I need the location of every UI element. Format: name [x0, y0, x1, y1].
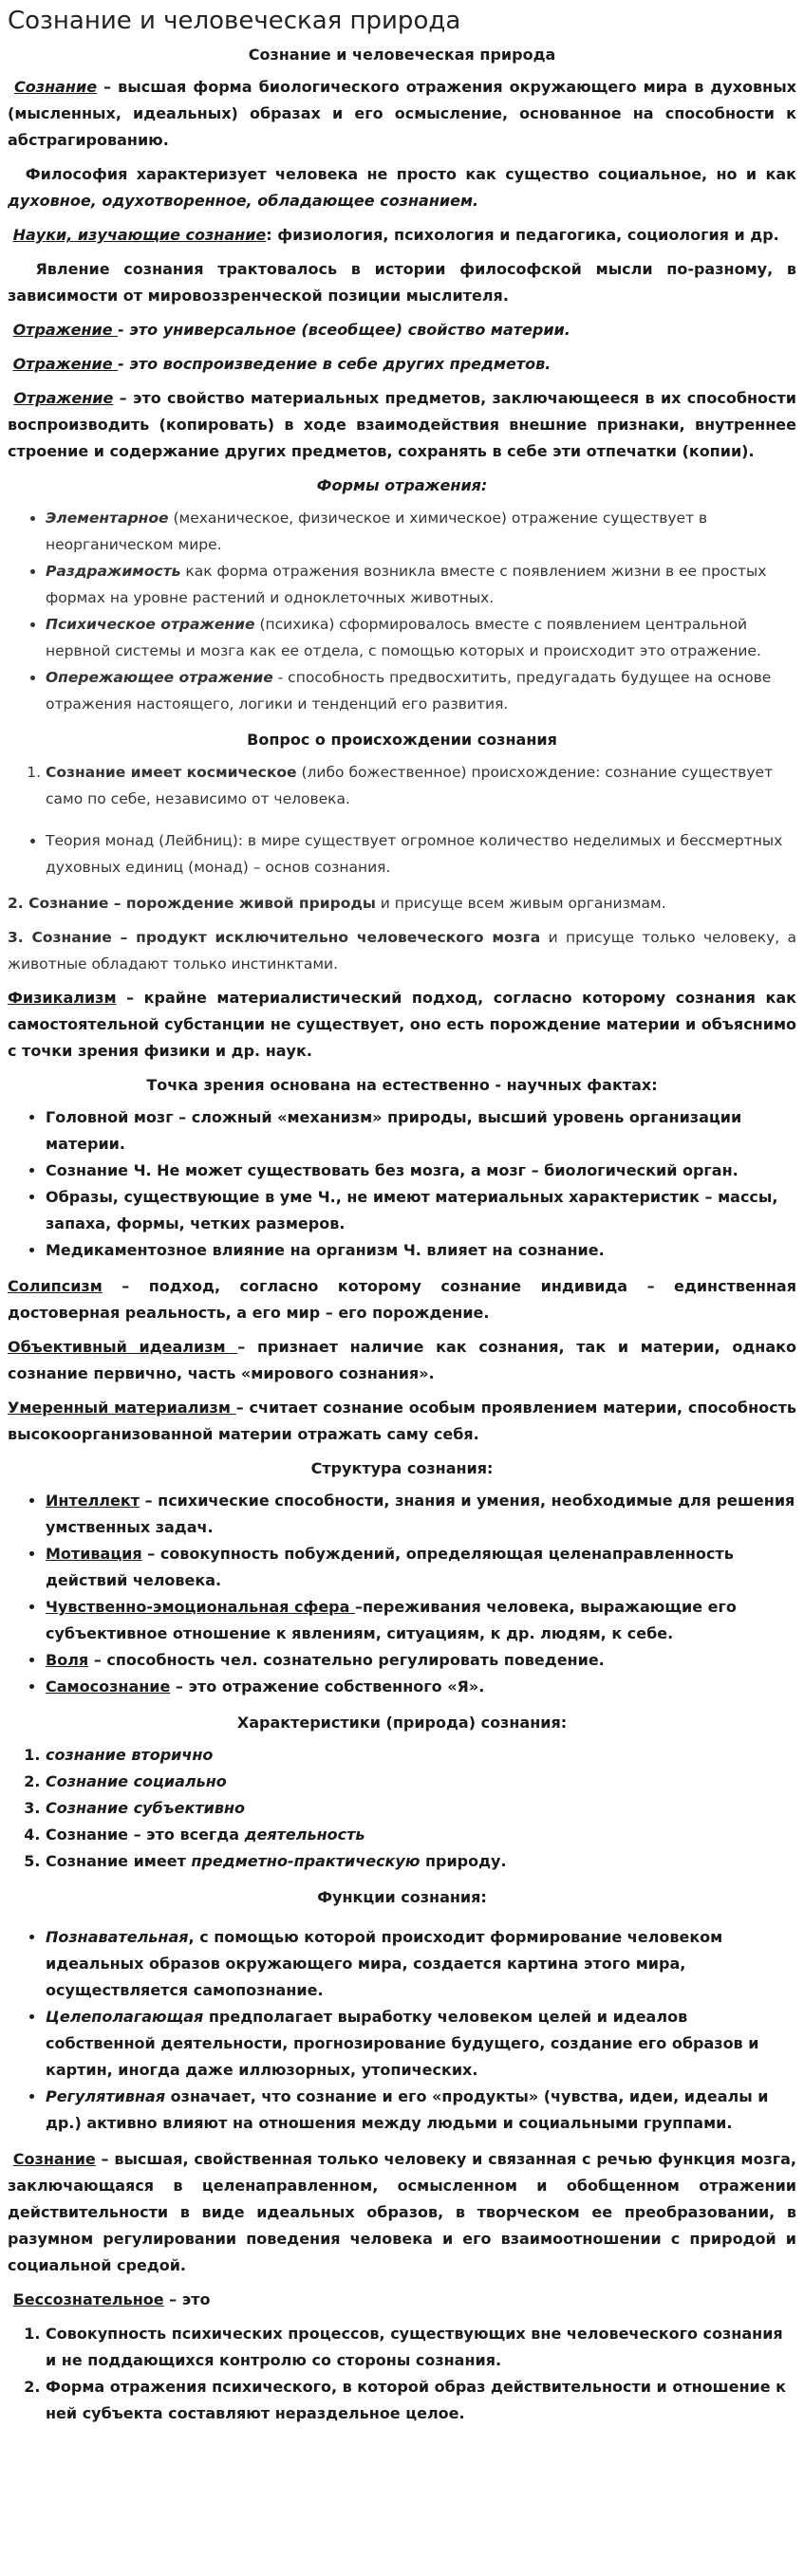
list-item	[46, 1769, 796, 1795]
philosophy-emphasis: духовное, одухотворенное, обладающее сознанием.	[8, 192, 479, 210]
physicalism-text: – крайне материалистический подход, согласно которому сознания как самостоятельной субстанции не существует, оно есть порождение материи и объяснимо с точки зрения физики и др. наук.	[8, 989, 797, 1060]
philosophy-text: Философия характеризует человека не просто как существо социальное, но и как	[25, 165, 796, 183]
final-def-text: – высшая, свойственная только человеку и связанная с речью функция мозга, заключающаяся в целенаправленном, осмысленном и обобщенном отражении действительности в виде идеальных образов, в творческом ее преобразовании, в разумном регулировании поведения человека и его взаимоотношении с природой и социальной средой.	[8, 2150, 796, 2274]
origin-3-term: 3. Сознание – продукт исключительно человеческого мозга	[8, 929, 541, 946]
origin-2-text: и присуще всем живым организмам.	[375, 895, 666, 912]
forms-heading: Формы отражения:	[316, 476, 488, 494]
char-emphasis: Сознание субъективно	[46, 1799, 246, 1817]
origin-3-text: и присуще только человеку, а животные обладают только инстинктами.	[8, 929, 797, 973]
list-item	[46, 664, 796, 717]
objective-idealism-paragraph	[8, 1334, 796, 1387]
structure-text: – способность чел. сознательно регулировать поведение.	[88, 1651, 605, 1669]
list-item	[46, 759, 796, 818]
list-item	[46, 2004, 796, 2084]
solipsism-paragraph	[8, 1273, 796, 1326]
term-consciousness-final: Сознание	[12, 2150, 96, 2168]
list-item: • Образы, существующие в уме Ч., не имеют материальных характеристик – массы, запаха, формы, четких размеров.	[46, 1184, 796, 1237]
form-text: как форма отражения возникла вместе с появлением жизни в ее простых формах на уровне растений и одноклеточных животных.	[46, 563, 767, 606]
final-def-paragraph	[8, 2146, 796, 2279]
structure-term: Чувственно-эмоциональная сфера	[46, 1598, 355, 1616]
list-item: 2. Форма отражения психического, в которой образ действительности и отношение к ней субъекта составляют нераздельное целое.	[46, 2374, 796, 2427]
form-term: Раздражимость	[46, 563, 181, 580]
structure-list	[8, 1488, 796, 1700]
leibniz-list	[8, 827, 796, 880]
structure-term: Интеллект	[46, 1492, 140, 1510]
list-item	[46, 1848, 796, 1875]
natural-facts-list	[8, 1104, 796, 1264]
list-item	[46, 1924, 796, 2004]
unconscious-paragraph	[8, 2287, 796, 2313]
origin-list	[8, 759, 796, 818]
list-item	[46, 558, 796, 611]
phenomenon-paragraph	[8, 256, 796, 309]
unconscious-text: – это	[163, 2290, 211, 2308]
list-item	[46, 1541, 796, 1594]
origin-term: Сознание имеет космическое	[46, 764, 297, 781]
list-item	[46, 1674, 796, 1700]
structure-term: Самосознание	[46, 1677, 171, 1696]
term-objective-idealism: Объективный идеализм	[8, 1338, 238, 1356]
char-emphasis: сознание вторично	[46, 1746, 214, 1764]
sciences-paragraph	[8, 222, 796, 249]
unconscious-list	[8, 2321, 796, 2427]
origin-2-term: 2. Сознание – порождение живой природы	[8, 895, 376, 912]
natural-heading: Точка зрения основана на естественно - научных фактах:	[146, 1076, 658, 1094]
functions-list	[8, 1924, 796, 2137]
function-term: Целеполагающая	[46, 2008, 204, 2026]
reflection-3	[8, 385, 796, 465]
list-item	[46, 1795, 796, 1822]
form-term: Опережающее отражение	[46, 669, 273, 686]
form-text: - способность предвосхитить, предугадать будущее на основе отражения настоящего, логики и тенденций его развития.	[46, 669, 772, 713]
sciences-text: : физиология, психология и педагогика, социология и др.	[266, 226, 779, 244]
structure-text: – психические способности, знания и умения, необходимые для решения умственных задач.	[46, 1492, 795, 1536]
philosophy-paragraph	[8, 161, 796, 214]
reflection-2-text: - это воспроизведение в себе других предметов.	[118, 355, 552, 373]
list-item: • Головной мозг – сложный «механизм» природы, высший уровень организации материи.	[46, 1104, 796, 1158]
char-tail: природу.	[420, 1852, 507, 1870]
term-reflection-3: Отражение	[13, 389, 114, 407]
list-item: • Медикаментозное влияние на организм Ч. влияет на сознание.	[46, 1237, 796, 1264]
list-item: • Теория монад (Лейбниц): в мире существует огромное количество неделимых и бессмертных духовных единиц (монад) – основ сознания.	[46, 827, 796, 880]
reflection-1-text: - это универсальное (всеобщее) свойство материи.	[118, 321, 570, 339]
form-term: Психическое отражение	[46, 616, 255, 633]
char-text: Сознание имеет	[46, 1852, 192, 1870]
term-sciences: Науки, изучающие сознание	[12, 226, 267, 244]
structure-text: –переживания человека, выражающие его субъективное отношение к явлениям, ситуациям, к др. людям, к себе.	[46, 1598, 737, 1642]
objective-idealism-text: – признает наличие как сознания, так и материи, однако сознание первично, часть «мирового сознания».	[8, 1338, 796, 1382]
origin-text: (либо божественное) происхождение: сознание существует само по себе, независимо от человека.	[46, 764, 774, 807]
phenomenon-text: Явление сознания трактовалось в истории философской мысли по-разному, в зависимости от мировоззренческой позиции мыслителя.	[8, 260, 797, 305]
term-solipsism: Солипсизм	[8, 1277, 103, 1295]
reflection-1	[8, 317, 796, 343]
form-text: (психика) сформировалось вместе с появлением центральной нервной системы и мозга как ее отдела, с помощью которых и происходит это отражение.	[46, 616, 761, 659]
characteristics-list	[8, 1742, 796, 1875]
def-consciousness	[8, 74, 796, 154]
origin-3	[8, 924, 796, 977]
function-text: , с помощью которой происходит формирование человеком идеальных образов окружающего мира, создается картина этого мира, осуществляется самопознание.	[46, 1928, 723, 1999]
moderate-materialism-text: – считает сознание особым проявлением материи, способность высокоорганизованной материи отражать саму себя.	[8, 1399, 796, 1443]
characteristics-heading: Характеристики (природа) сознания:	[236, 1714, 568, 1732]
forms-list	[8, 505, 796, 717]
function-term: Регулятивная	[46, 2087, 166, 2105]
reflection-2	[8, 351, 796, 378]
def-consciousness-text: – высшая форма биологического отражения окружающего мира в духовных (мысленных, идеальных) образах и его осмысление, основанное на способности к абстрагированию.	[8, 78, 796, 149]
form-term: Элементарное	[46, 510, 169, 527]
structure-text: – совокупность побуждений, определяющая целенаправленность действий человека.	[46, 1545, 734, 1589]
moderate-materialism-paragraph	[8, 1395, 796, 1448]
char-text: Сознание – это всегда	[46, 1825, 245, 1844]
structure-term: Мотивация	[46, 1545, 142, 1563]
char-emphasis: деятельность	[244, 1825, 365, 1844]
form-text: (механическое, физическое и химическое) отражение существует в неорганическом мире.	[46, 510, 708, 553]
list-item	[46, 1822, 796, 1848]
function-text: предполагает выработку человеком целей и идеалов собственной деятельности, прогнозирование будущего, создание его образов и картин, иногда даже иллюзорных, утопических.	[46, 2008, 759, 2079]
list-item: • Сознание Ч. Не может существовать без мозга, а мозг – биологический орган.	[46, 1158, 796, 1184]
list-item	[46, 1488, 796, 1541]
structure-text: – это отражение собственного «Я».	[170, 1677, 485, 1696]
origin-heading: Вопрос о происхождении сознания	[247, 731, 557, 749]
structure-term: Воля	[46, 1651, 89, 1669]
physicalism-paragraph	[8, 985, 796, 1065]
term-consciousness: Сознание	[14, 78, 98, 96]
list-item	[46, 1742, 796, 1769]
list-item	[46, 611, 796, 664]
char-emphasis: Сознание социально	[46, 1772, 227, 1790]
subtitle: Сознание и человеческая природа	[248, 46, 556, 64]
function-text: означает, что сознание и его «продукты» (чувства, идеи, идеалы и др.) активно влияют на отношения между людьми и социальными группами.	[46, 2087, 769, 2132]
functions-heading: Функции сознания:	[317, 1888, 487, 1906]
list-item: 1. Совокупность психических процессов, существующих вне человеческого сознания и не поддающихся контролю со стороны сознания.	[46, 2321, 796, 2374]
origin-2	[8, 890, 796, 917]
list-item	[46, 1594, 796, 1647]
page-title: Сознание и человеческая природа	[8, 7, 461, 35]
list-item	[46, 2084, 796, 2137]
char-emphasis: предметно-практическую	[191, 1852, 421, 1870]
function-term: Познавательная	[46, 1928, 189, 1946]
list-item	[46, 1647, 796, 1674]
solipsism-text: – подход, согласно которому сознание индивида – единственная достоверная реальность, а его мир – его порождение.	[8, 1277, 796, 1322]
structure-heading: Структура сознания:	[310, 1459, 494, 1477]
term-reflection-1: Отражение	[12, 321, 119, 339]
reflection-3-text: – это свойство материальных предметов, заключающееся в их способности воспроизводить (копировать) в ходе взаимодействия внешние признаки, внутреннее строение и содержание других предметов, сохранять в себе эти отпечатки (копии).	[8, 389, 797, 460]
list-item	[46, 505, 796, 558]
term-moderate-materialism: Умеренный материализм	[8, 1399, 236, 1417]
term-physicalism: Физикализм	[8, 989, 117, 1007]
term-reflection-2: Отражение	[12, 355, 119, 373]
term-unconscious: Бессознательное	[12, 2290, 164, 2308]
